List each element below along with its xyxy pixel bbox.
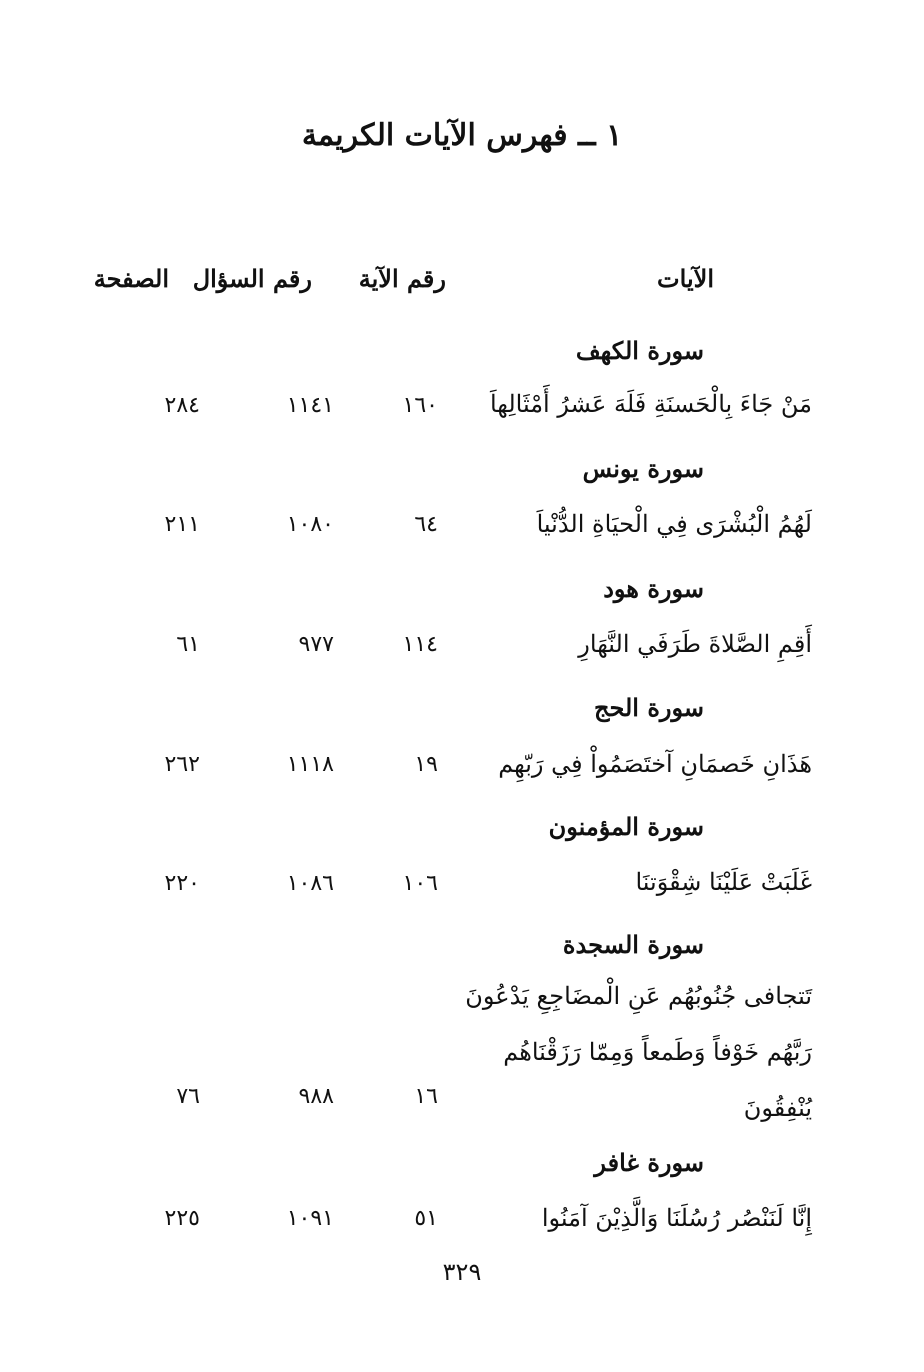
verse-text: إِنَّا لَنَنْصُر رُسُلَنَا وَالَّذِيْنَ آمَنُوا xyxy=(541,1204,812,1232)
surah-heading: سورة يونس xyxy=(582,454,704,483)
header-question-number: رقم السؤال xyxy=(192,264,312,293)
aya-number: ٥١ xyxy=(414,1206,438,1231)
verse-text: لَهُمُ الْبُشْرَى فِي الْحيَاةِ الدُّنْياَ xyxy=(536,510,812,538)
question-number: ٩٨٨ xyxy=(298,1084,334,1109)
question-number: ١١١٨ xyxy=(286,752,334,777)
page-ref: ٢٨٤ xyxy=(164,393,200,418)
aya-number: ١٦ xyxy=(414,1084,438,1109)
surah-heading: سورة الكهف xyxy=(575,336,704,365)
header-page: الصفحة xyxy=(93,264,169,293)
question-number: ١٠٨٦ xyxy=(286,871,334,896)
surah-heading: سورة السجدة xyxy=(562,930,704,959)
surah-heading: سورة الحج xyxy=(594,693,704,722)
page-number: ٣٢٩ xyxy=(442,1258,482,1286)
page-ref: ٧٦ xyxy=(176,1084,200,1109)
verse-text: مَنْ جَاءَ بِالْحَسنَةِ فَلَهَ عَشرُ أَمْثَالِهاَ xyxy=(489,390,812,418)
page-ref: ٦١ xyxy=(176,632,200,657)
verse-text: هَذَانِ خَصمَانِ آختَصَمُواْ فِي رَبّهِم xyxy=(498,750,812,778)
page-ref: ٢٢٠ xyxy=(164,871,200,896)
verse-text: تَتجافى جُنُوبُهُم عَنِ الْمضَاجِعِ يَدْعُونَ رَبَّهُم خَوْفاً وَطَمعاً وَمِمّا رَزَقْنَاهُم يُنْفِقُونَ xyxy=(465,982,812,1122)
aya-number: ٦٤ xyxy=(414,512,438,537)
surah-heading: سورة هود xyxy=(603,574,704,603)
aya-number: ١٠٦ xyxy=(402,871,438,896)
verse-text: غَلَبَتْ عَلَيْنَا شِقْوَتنَا xyxy=(635,868,812,896)
question-number: ٩٧٧ xyxy=(298,632,334,657)
question-number: ١٠٨٠ xyxy=(286,512,334,537)
question-number: ١٠٩١ xyxy=(286,1206,334,1231)
page-title: ١ ــ فهرس الآيات الكريمة xyxy=(301,118,623,153)
surah-heading: سورة غافر xyxy=(594,1148,704,1177)
header-ayat: الآيات xyxy=(657,264,714,293)
verse-text: أَقِمِ الصَّلاةَ طَرَفَي النَّهَارِ xyxy=(578,630,812,658)
aya-number: ١٦٠ xyxy=(402,393,438,418)
aya-number: ١٩ xyxy=(414,752,438,777)
page-ref: ٢٢٥ xyxy=(164,1206,200,1231)
surah-heading: سورة المؤمنون xyxy=(548,812,704,841)
page-ref: ٢٦٢ xyxy=(164,752,200,777)
page-ref: ٢١١ xyxy=(164,512,200,537)
aya-number: ١١٤ xyxy=(402,632,438,657)
header-aya-number: رقم الآية xyxy=(358,264,446,293)
question-number: ١١٤١ xyxy=(286,393,334,418)
